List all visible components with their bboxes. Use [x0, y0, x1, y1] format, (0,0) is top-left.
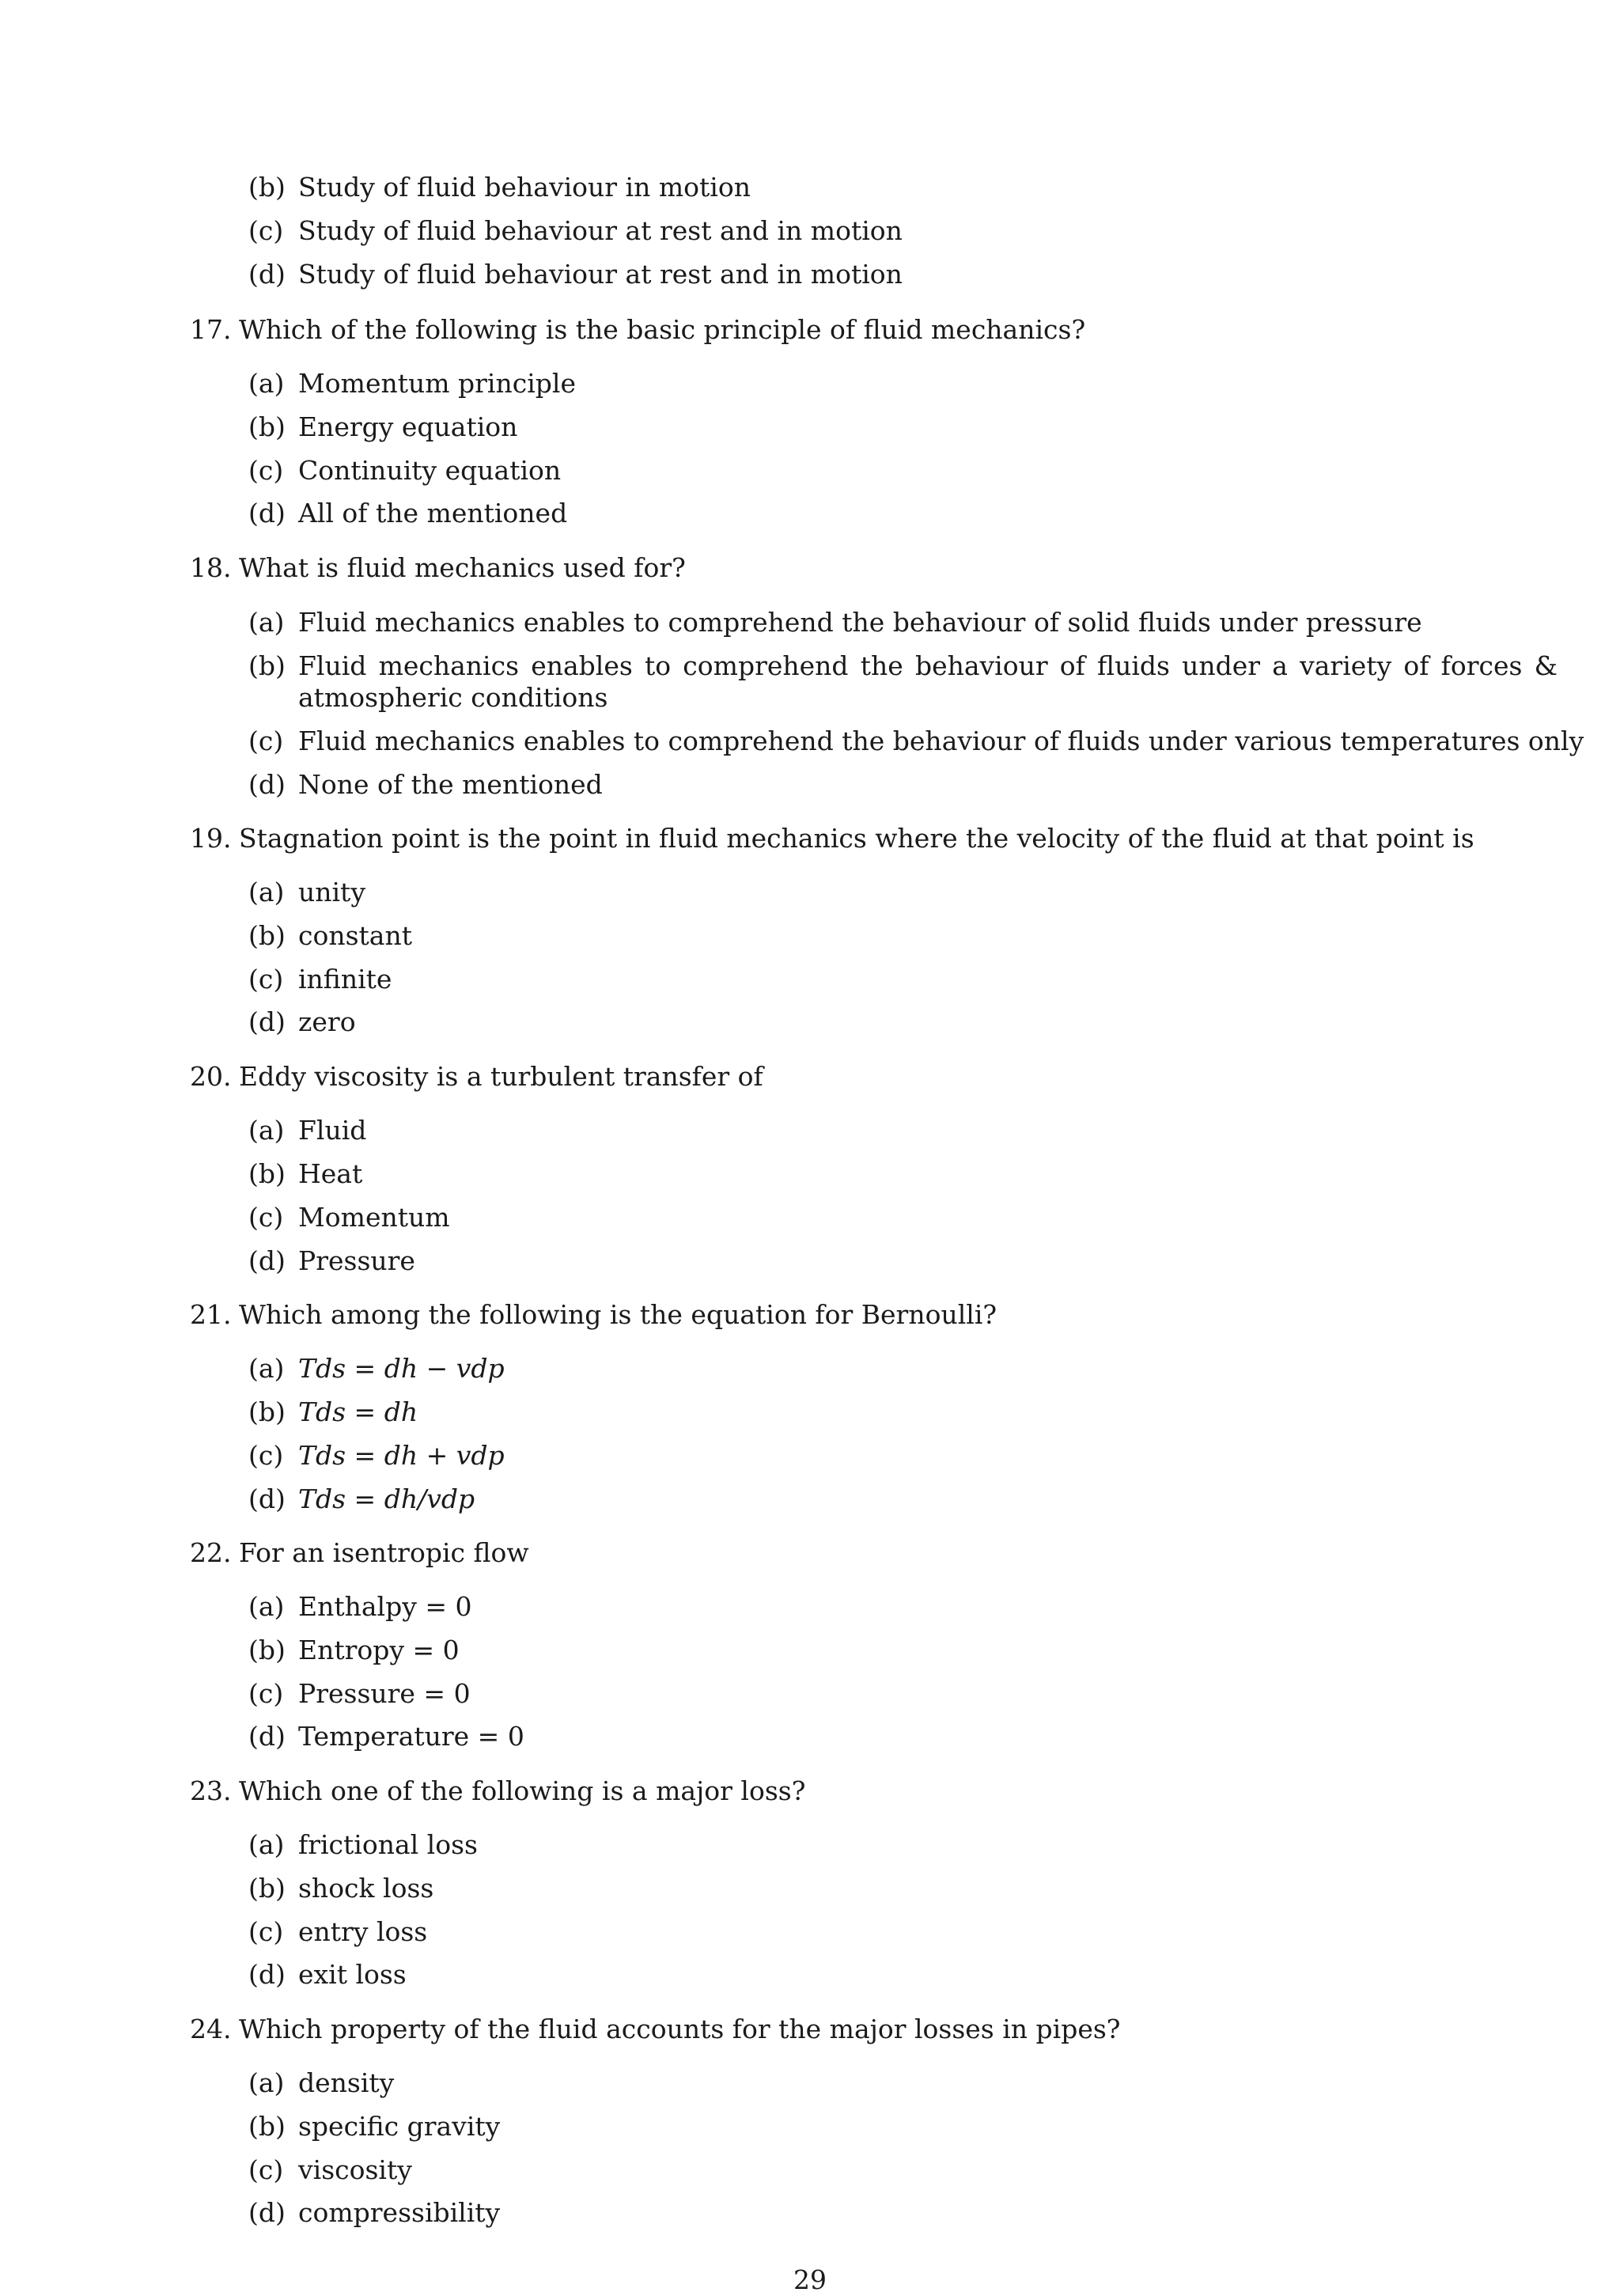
option-text: shock loss: [298, 1873, 434, 1904]
option-label: (c): [248, 964, 284, 995]
option-text: Pressure: [298, 1245, 415, 1276]
option-text: Continuity equation: [298, 455, 562, 486]
option-text: Fluid: [298, 1115, 367, 1146]
option-equation: Tds = dh/vdp: [298, 1483, 475, 1514]
option-text: Fluid mechanics enables to comprehend the behaviour of fluids under various temperatures only: [298, 726, 1584, 756]
option-text: Momentum: [298, 1202, 450, 1233]
question-number: 19.: [190, 823, 232, 854]
question-number: 20.: [190, 1061, 232, 1092]
option-text: exit loss: [298, 1959, 407, 1990]
option-equation: Tds = dh + vdp: [298, 1440, 505, 1471]
option-text: All of the mentioned: [298, 498, 568, 529]
option-label: (b): [248, 411, 286, 442]
option-text: frictional loss: [298, 1829, 478, 1860]
option-text: Pressure = 0: [298, 1678, 471, 1709]
option-label: (c): [248, 455, 284, 486]
option-label: (b): [248, 650, 286, 681]
option-label: (a): [248, 607, 285, 638]
option-label: (a): [248, 368, 285, 399]
option-text: Fluid mechanics enables to comprehend the behaviour of solid fluids under pressure: [298, 607, 1422, 638]
option-label: (d): [248, 1721, 286, 1752]
option-label: (b): [248, 920, 286, 951]
option-label: (c): [248, 215, 284, 246]
option-label: (b): [248, 1635, 286, 1665]
option-equation: Tds = dh − vdp: [298, 1353, 505, 1384]
option-label: (b): [248, 1158, 286, 1189]
question-text: Which of the following is the basic principle of fluid mechanics?: [239, 314, 1086, 345]
option-label: (c): [248, 1440, 284, 1471]
option-label: (d): [248, 769, 286, 800]
question-text: Stagnation point is the point in fluid mechanics where the velocity of the fluid at that point is: [239, 823, 1474, 854]
option-label: (d): [248, 1483, 286, 1514]
option-text: Heat: [298, 1158, 363, 1189]
option-label: (b): [248, 172, 286, 203]
option-text: None of the mentioned: [298, 769, 603, 800]
option-text: Study of fluid behaviour in motion: [298, 172, 751, 203]
option-text: viscosity: [298, 2154, 412, 2185]
option-label: (a): [248, 1115, 285, 1146]
option-text: Temperature = 0: [298, 1721, 524, 1752]
option-text: specific gravity: [298, 2111, 501, 2142]
option-label: (c): [248, 1202, 284, 1233]
option-text: Energy equation: [298, 411, 518, 442]
question-number: 18.: [190, 552, 232, 583]
option-label: (d): [248, 259, 286, 290]
option-text: Fluid mechanics enables to comprehend the behaviour of fluids under a variety of forces & atmospheric conditions: [298, 650, 1558, 713]
option-text: Study of fluid behaviour at rest and in motion: [298, 215, 903, 246]
option-text: Study of fluid behaviour at rest and in motion: [298, 259, 903, 290]
option-text: zero: [298, 1006, 356, 1037]
option-label: (d): [248, 1959, 286, 1990]
question-number: 22.: [190, 1537, 232, 1568]
option-equation: Tds = dh: [298, 1396, 418, 1427]
option-label: (b): [248, 2111, 286, 2142]
option-label: (d): [248, 1006, 286, 1037]
option-label: (d): [248, 2197, 286, 2228]
question-text: For an isentropic flow: [239, 1537, 529, 1568]
option-text: density: [298, 2067, 395, 2098]
option-text: constant: [298, 920, 412, 951]
question-text: Which one of the following is a major loss?: [239, 1775, 806, 1806]
option-label: (c): [248, 2154, 284, 2185]
option-label: (b): [248, 1396, 286, 1427]
option-text: Momentum principle: [298, 368, 576, 399]
question-text: What is fluid mechanics used for?: [239, 552, 686, 583]
question-number: 21.: [190, 1299, 232, 1330]
question-text: Which among the following is the equation for Bernoulli?: [239, 1299, 997, 1330]
page-number: 29: [793, 2264, 827, 2295]
option-label: (c): [248, 1678, 284, 1709]
question-number: 24.: [190, 2014, 232, 2044]
option-label: (d): [248, 498, 286, 529]
option-label: (c): [248, 1916, 284, 1947]
option-text: infinite: [298, 964, 392, 995]
question-number: 23.: [190, 1775, 232, 1806]
option-label: (a): [248, 1591, 285, 1622]
option-text: Entropy = 0: [298, 1635, 460, 1665]
question-number: 17.: [190, 314, 232, 345]
option-text: compressibility: [298, 2197, 501, 2228]
option-text: Enthalpy = 0: [298, 1591, 472, 1622]
option-label: (a): [248, 2067, 285, 2098]
question-text: Eddy viscosity is a turbulent transfer of: [239, 1061, 763, 1092]
option-label: (c): [248, 726, 284, 756]
question-text: Which property of the fluid accounts for the major losses in pipes?: [239, 2014, 1121, 2044]
option-label: (b): [248, 1873, 286, 1904]
option-label: (a): [248, 1353, 285, 1384]
option-text: entry loss: [298, 1916, 428, 1947]
option-label: (a): [248, 877, 285, 907]
option-text: unity: [298, 877, 365, 907]
option-label: (a): [248, 1829, 285, 1860]
option-label: (d): [248, 1245, 286, 1276]
